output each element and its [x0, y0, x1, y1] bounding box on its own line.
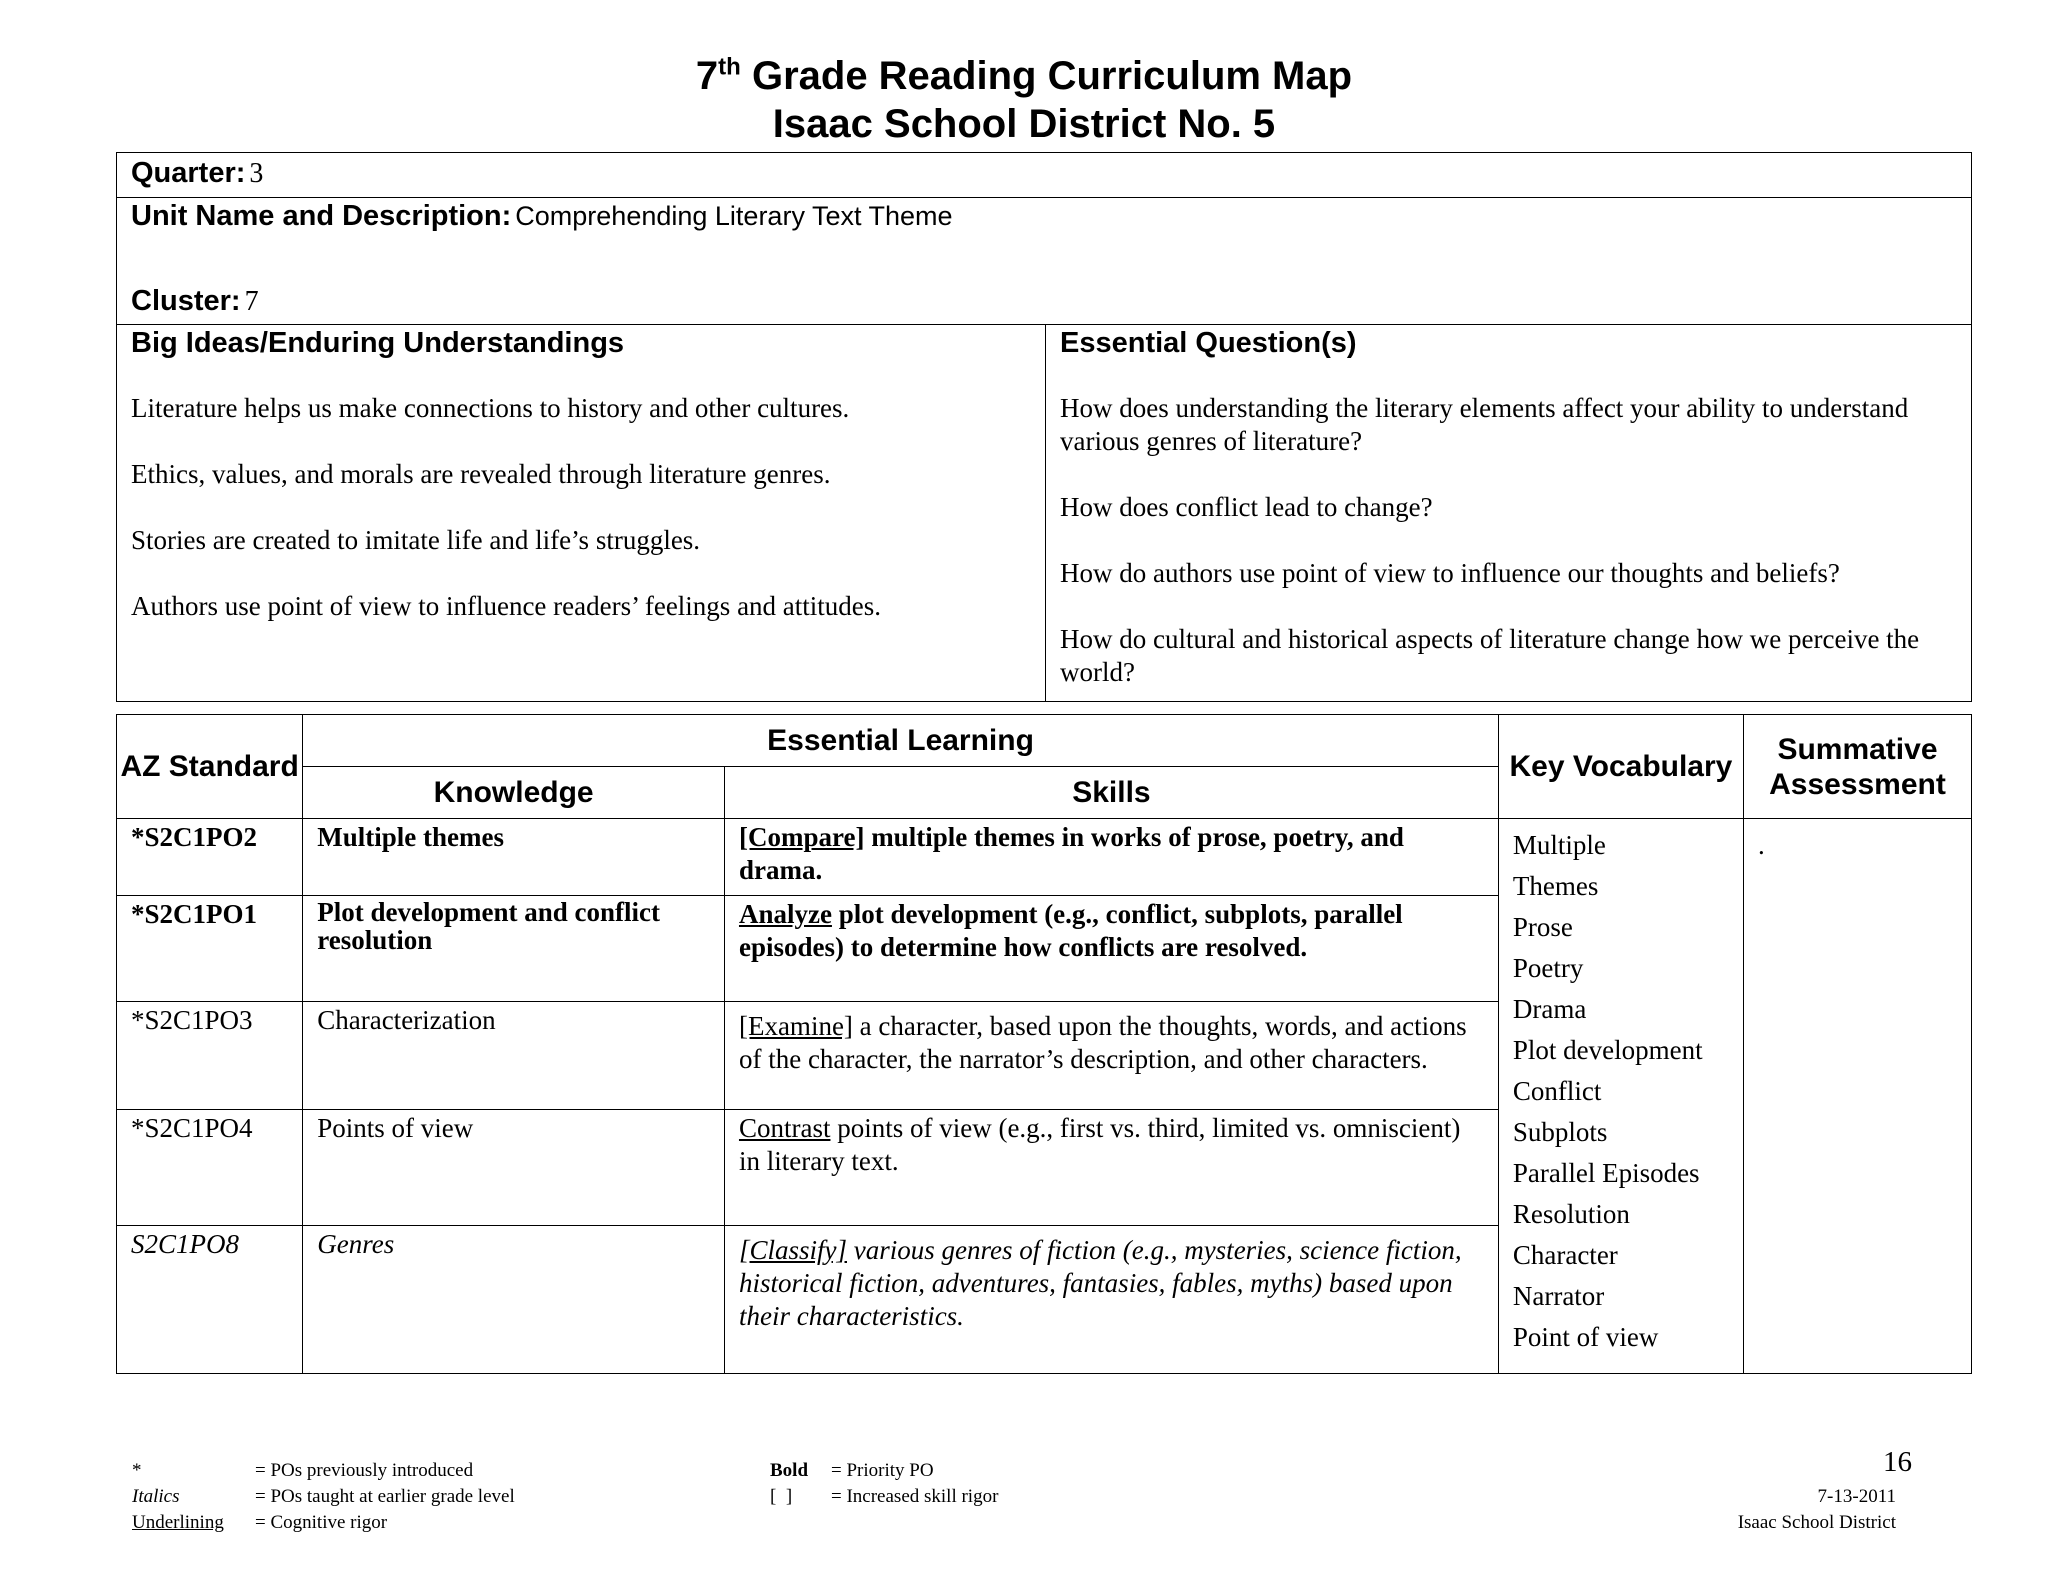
vocabulary-item: Subplots — [1512, 1117, 1608, 1147]
essential-question-item: How does understanding the literary elements affect your ability to understand various genres of literature? — [1060, 393, 1909, 456]
document-title — [0, 52, 2048, 148]
header-knowledge: Knowledge — [303, 767, 725, 819]
skill-text: Analyze plot development (e.g., conflict, subplots, parallel episodes) to determine how conflicts are resolved. — [724, 896, 1498, 1002]
vocabulary-item: Poetry — [1512, 953, 1584, 983]
unit-info-table — [116, 152, 1972, 702]
vocabulary-item: Point of view — [1512, 1322, 1659, 1352]
standard-code: *S2C1PO1 — [117, 896, 303, 1002]
legend-symbols: * Italics Underlining — [132, 1460, 224, 1533]
legend-descriptions: = POs previously introduced = POs taught at earlier grade level = Cognitive rigor — [255, 1460, 515, 1533]
skill-text: [Examine] a character, based upon the thoughts, words, and actions of the character, the narrator’s description, and other characters. — [724, 1002, 1498, 1110]
essential-question-item: How do authors use point of view to influence our thoughts and beliefs? — [1060, 558, 1840, 588]
key-vocabulary-cell — [1498, 819, 1743, 1374]
vocabulary-item: Resolution — [1512, 1199, 1630, 1229]
knowledge-text: Multiple themes — [303, 819, 725, 896]
header-key-vocabulary: Key Vocabulary — [1498, 715, 1743, 819]
skill-verb: [Classify] — [738, 1235, 847, 1265]
summative-assessment-cell: . — [1743, 819, 1971, 1374]
legend-descriptions-2: = Priority PO = Increased skill rigor — [831, 1460, 999, 1507]
vocabulary-item: Plot development — [1512, 1035, 1703, 1065]
footer-date: 7-13-2011 — [1817, 1486, 1896, 1507]
page-number: 16 — [1883, 1446, 1912, 1478]
title-line-1: 7th Grade Reading Curriculum Map — [695, 53, 1353, 98]
quarter-cell: Quarter: 3 — [117, 153, 1972, 198]
knowledge-text: Points of view — [303, 1110, 725, 1226]
vocabulary-item: Prose — [1512, 912, 1573, 942]
standard-code: *S2C1PO3 — [117, 1002, 303, 1110]
big-ideas-heading: Big Ideas/Enduring Understandings — [131, 327, 625, 359]
big-idea-item: Literature helps us make connections to history and other cultures. — [131, 393, 850, 423]
footer-district: Isaac School District — [1737, 1512, 1896, 1533]
vocabulary-item: Conflict — [1512, 1076, 1602, 1106]
standards-table — [116, 714, 1972, 1374]
skill-verb: Analyze — [738, 899, 832, 929]
skill-verb: Contrast — [738, 1113, 831, 1143]
essential-questions-heading: Essential Question(s) — [1060, 327, 1357, 359]
big-idea-item: Authors use point of view to influence readers’ feelings and attitudes. — [131, 591, 882, 621]
vocabulary-item: Themes — [1512, 871, 1599, 901]
skill-text: Contrast points of view (e.g., first vs. third, limited vs. omniscient) in literary text. — [724, 1110, 1498, 1226]
title-line-2: Isaac School District No. 5 — [772, 102, 1276, 146]
unit-cell: Unit Name and Description: Comprehending Literary Text Theme Cluster: 7 — [117, 198, 1972, 325]
big-idea-item: Ethics, values, and morals are revealed through literature genres. — [131, 459, 831, 489]
skill-text: [Compare] multiple themes in works of prose, poetry, and drama. — [724, 819, 1498, 896]
essential-questions-cell — [1046, 325, 1972, 702]
vocabulary-item: Parallel Episodes — [1512, 1158, 1700, 1188]
vocabulary-item: Narrator — [1512, 1281, 1605, 1311]
skill-verb: [Examine] — [738, 1011, 853, 1041]
big-ideas-cell — [117, 325, 1046, 702]
standard-code: S2C1PO8 — [117, 1226, 303, 1374]
knowledge-text: Characterization — [303, 1002, 725, 1110]
vocabulary-item: Multiple — [1512, 830, 1606, 860]
vocabulary-list — [1513, 825, 1729, 1358]
quarter-value: 3 — [249, 158, 264, 189]
knowledge-text: Plot development and conflict resolution — [303, 896, 725, 1002]
header-essential-learning: Essential Learning — [303, 715, 1499, 767]
essential-question-item: How do cultural and historical aspects of literature change how we perceive the world? — [1060, 624, 1920, 687]
big-idea-item: Stories are created to imitate life and life’s struggles. — [131, 525, 701, 555]
header-summative-assessment: Summative Assessment — [1743, 715, 1971, 819]
header-az-standard: AZ Standard — [117, 715, 303, 819]
skill-verb: [Compare] — [738, 822, 865, 852]
cluster-value: 7 — [244, 286, 259, 317]
unit-name: Comprehending Literary Text Theme — [515, 201, 953, 231]
standard-code: *S2C1PO2 — [117, 819, 303, 896]
vocabulary-item: Drama — [1512, 994, 1587, 1024]
vocabulary-item: Character — [1512, 1240, 1618, 1270]
standard-code: *S2C1PO4 — [117, 1110, 303, 1226]
skill-text: [Classify] various genres of fiction (e.g., mysteries, science fiction, historical fiction, adventures, fantasies, fables, myths) based upon their characteristics. — [724, 1226, 1498, 1374]
legend-symbols-2: Bold [ ] — [770, 1460, 809, 1507]
knowledge-text: Genres — [303, 1226, 725, 1374]
essential-question-item: How does conflict lead to change? — [1060, 492, 1433, 522]
table-row — [117, 819, 1972, 896]
header-skills: Skills — [724, 767, 1498, 819]
